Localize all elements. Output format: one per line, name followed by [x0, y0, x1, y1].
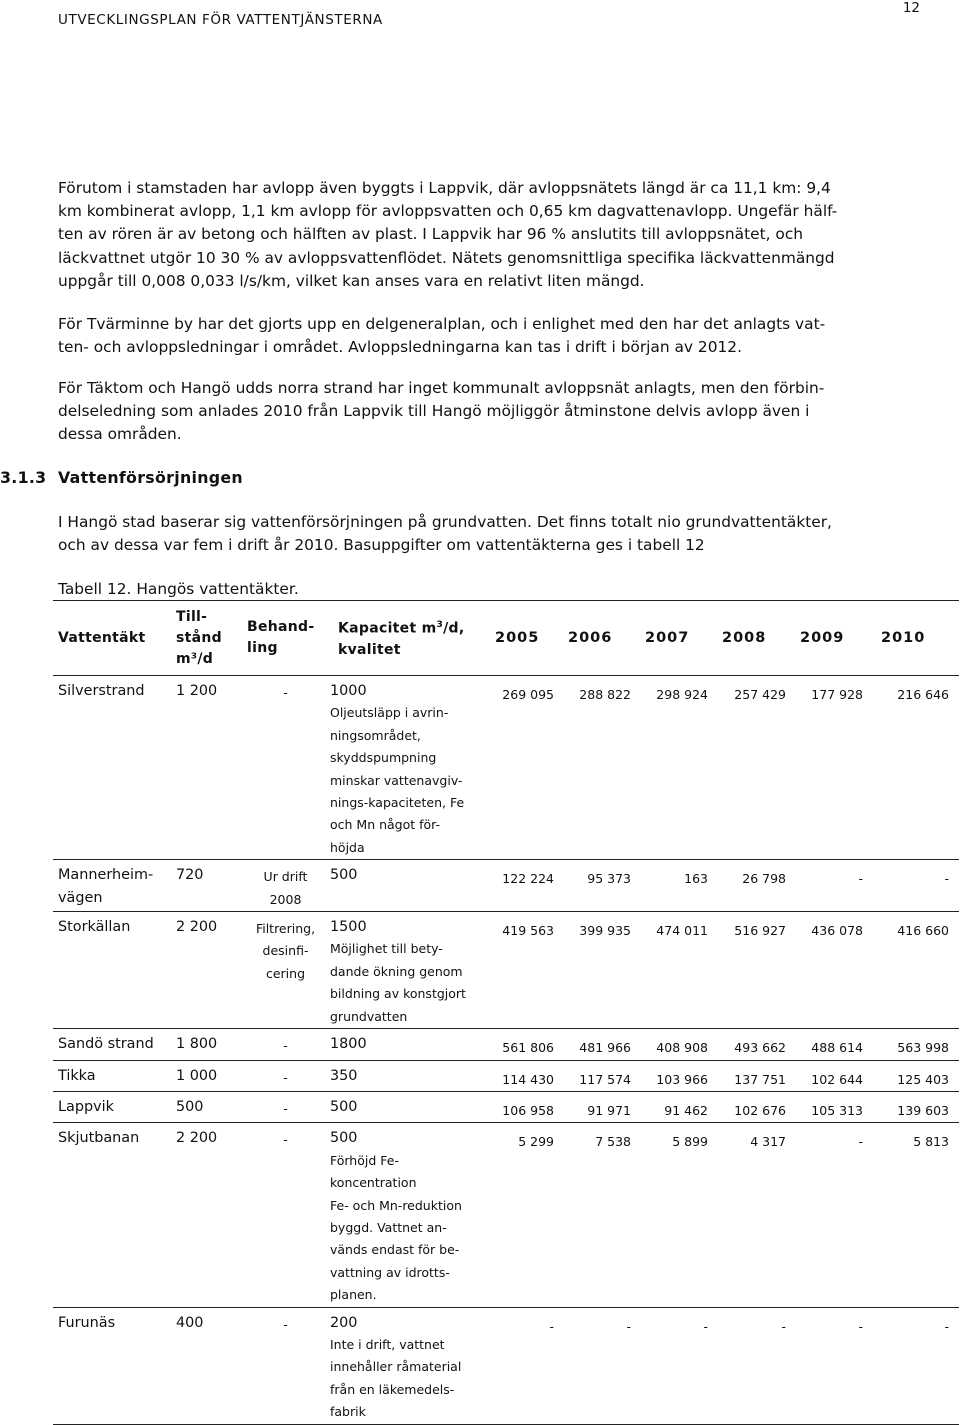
cell-year-value: 488 614: [796, 1029, 873, 1060]
cell-permit: 2 200: [176, 912, 241, 1029]
cell-treatment-line: Ur drift: [263, 869, 308, 885]
cell-year-value: 137 751: [718, 1060, 796, 1091]
cell-year-value: 4 317: [718, 1123, 796, 1307]
text-line: I Hangö stad baserar sig vattenförsörjningen på grundvatten. Det finns totalt nio grundvattentäkter,: [58, 513, 832, 531]
header-line: stånd: [176, 629, 222, 646]
text-line: delseledning som anlades 2010 från Lappvik till Hangö möjliggör åtminstone delvis avlopp även i: [58, 402, 810, 421]
cell-year-value: -: [873, 860, 959, 912]
quality-note-line: fabrik: [330, 1404, 366, 1420]
header-permit: [176, 601, 241, 676]
cell-treatment-line: -: [283, 1316, 288, 1332]
quality-note-line: dande ökning genom: [330, 963, 463, 979]
capacity-value: 1000: [330, 683, 367, 699]
text-line: dessa områden.: [58, 425, 182, 444]
cell-capacity: [330, 1029, 487, 1060]
cell-treatment-line: cering: [265, 965, 306, 981]
header-year: 2007: [641, 601, 718, 676]
table-row: [53, 1123, 959, 1307]
section-title: Vattenförsörjningen: [58, 468, 243, 487]
capacity-value: 500: [330, 1098, 358, 1115]
cell-capacity: [330, 1060, 487, 1091]
header-year: 2005: [487, 601, 564, 676]
header-year: 2009: [796, 601, 873, 676]
cell-source-name-line: Storkällan: [58, 919, 131, 936]
cell-year-value: 177 928: [796, 676, 873, 860]
cell-source-name-line: Tikka: [58, 1067, 96, 1084]
cell-treatment: [241, 1029, 330, 1060]
cell-year-value: -: [796, 1123, 873, 1307]
cell-year-value: 288 822: [564, 676, 641, 860]
cell-source-name: [53, 1091, 176, 1122]
cell-year-value: 298 924: [641, 676, 718, 860]
cell-treatment-line: -: [283, 1069, 288, 1085]
cell-year-value: 26 798: [718, 860, 796, 912]
cell-permit: 1 800: [176, 1029, 241, 1060]
paragraph-3: [58, 377, 918, 447]
header-capacity: [330, 601, 487, 676]
quality-note-line: höjda: [330, 839, 365, 855]
quality-note-line: Oljeutsläpp i avrin-: [330, 705, 449, 721]
cell-treatment: [241, 1307, 330, 1424]
table-row: [53, 676, 959, 860]
cell-year-value: -: [718, 1307, 796, 1424]
water-sources-table: [53, 600, 959, 1425]
cell-year-value: -: [796, 860, 873, 912]
cell-permit: 500: [176, 1091, 241, 1122]
quality-note-line: Fe- och Mn-reduktion: [330, 1197, 462, 1213]
cell-permit: 1 000: [176, 1060, 241, 1091]
text-line: uppgår till 0,008 0,033 l/s/km, vilket kan anses vara en relativt liten mängd.: [58, 271, 645, 290]
header-line: ling: [247, 640, 278, 656]
cell-year-value: 399 935: [564, 912, 641, 1029]
cell-year-value: 269 095: [487, 676, 564, 860]
table-caption: Tabell 12. Hangös vattentäkter.: [58, 580, 299, 598]
quality-note-line: vänds endast för be-: [330, 1242, 460, 1258]
cell-source-name: [53, 860, 176, 912]
quality-note-line: innehåller råmaterial: [330, 1359, 462, 1375]
cell-treatment-line: -: [283, 1100, 288, 1116]
cell-year-value: 436 078: [796, 912, 873, 1029]
cell-capacity: [330, 1307, 487, 1424]
table-row: [53, 1307, 959, 1424]
cell-permit: 2 200: [176, 1123, 241, 1307]
cell-capacity: [330, 1123, 487, 1307]
cell-source-name: [53, 1029, 176, 1060]
cell-year-value: 5 813: [873, 1123, 959, 1307]
cell-treatment: [241, 1123, 330, 1307]
quality-note-line: grundvatten: [330, 1008, 408, 1024]
cell-source-name: [53, 1307, 176, 1424]
cell-year-value: 408 908: [641, 1029, 718, 1060]
cell-year-value: 563 998: [873, 1029, 959, 1060]
paragraph-1: [58, 177, 918, 293]
cell-year-value: 163: [641, 860, 718, 912]
cell-year-value: 139 603: [873, 1091, 959, 1122]
section-heading: [0, 468, 243, 487]
cell-year-value: 122 224: [487, 860, 564, 912]
cell-year-value: -: [487, 1307, 564, 1424]
cell-source-name-line: vägen: [58, 889, 103, 906]
table-row: [53, 1029, 959, 1060]
cell-year-value: 102 676: [718, 1091, 796, 1122]
text-line: För Täktom och Hangö udds norra strand har inget kommunalt avloppsnät anlagts, men den förbin-: [58, 379, 825, 397]
cell-source-name-line: Skjutbanan: [58, 1130, 140, 1147]
cell-treatment-line: desinfi-: [262, 943, 309, 959]
text-line: För Tvärminne by har det gjorts upp en delgeneralplan, och i enlighet med den har det anlagts vat-: [58, 315, 826, 333]
cell-year-value: 416 660: [873, 912, 959, 1029]
header-line: m³/d: [176, 650, 214, 667]
cell-year-value: 103 966: [641, 1060, 718, 1091]
quality-note-line: Inte i drift, vattnet: [330, 1336, 445, 1352]
header-year: 2006: [564, 601, 641, 676]
section-paragraph: [58, 511, 918, 557]
running-header: UTVECKLINGSPLAN FÖR VATTENTJÄNSTERNA: [58, 12, 383, 28]
cell-permit: 720: [176, 860, 241, 912]
cell-treatment-line: 2008: [269, 891, 302, 907]
cell-year-value: 125 403: [873, 1060, 959, 1091]
text-line: km kombinerat avlopp, 1,1 km avlopp för avloppsvatten och 0,65 km dagvattenavlopp. Ungefär hälf-: [58, 202, 838, 221]
header-year: 2008: [718, 601, 796, 676]
cell-year-value: 257 429: [718, 676, 796, 860]
cell-treatment: [241, 1091, 330, 1122]
cell-capacity: [330, 676, 487, 860]
cell-year-value: 481 966: [564, 1029, 641, 1060]
cell-year-value: 95 373: [564, 860, 641, 912]
cell-source-name: [53, 1123, 176, 1307]
cell-year-value: 106 958: [487, 1091, 564, 1122]
cell-year-value: -: [641, 1307, 718, 1424]
cell-year-value: 7 538: [564, 1123, 641, 1307]
cell-source-name-line: Silverstrand: [58, 683, 145, 699]
text-line: Förutom i stamstaden har avlopp även byggts i Lappvik, där avloppsnätets längd är ca 11,1 km: 9,4: [58, 179, 831, 197]
section-number: 3.1.3: [0, 468, 47, 487]
capacity-value: 350: [330, 1067, 358, 1084]
cell-year-value: 105 313: [796, 1091, 873, 1122]
cell-year-value: 114 430: [487, 1060, 564, 1091]
cell-year-value: 419 563: [487, 912, 564, 1029]
quality-note-line: planen.: [330, 1287, 377, 1303]
capacity-value: 500: [330, 1130, 358, 1147]
header-source: Vattentäkt: [53, 601, 176, 676]
quality-note-line: koncentration: [330, 1175, 417, 1191]
cell-source-name-line: Sandö strand: [58, 1036, 154, 1053]
quality-note-line: och Mn något för-: [330, 817, 441, 833]
header-year: 2010: [873, 601, 959, 676]
text-line: och av dessa var fem i drift år 2010. Basuppgifter om vattentäkterna ges i tabell 12: [58, 536, 705, 555]
quality-note-line: bildning av konstgjort: [330, 986, 466, 1002]
capacity-value: 500: [330, 867, 358, 884]
cell-permit: 400: [176, 1307, 241, 1424]
header-line: Behand-: [247, 619, 315, 635]
cell-treatment: [241, 676, 330, 860]
quality-note-line: Förhöjd Fe-: [330, 1152, 399, 1168]
cell-treatment-line: -: [283, 685, 288, 700]
cell-year-value: 5 299: [487, 1123, 564, 1307]
cell-treatment: [241, 1060, 330, 1091]
capacity-value: 1800: [330, 1036, 367, 1053]
cell-year-value: 117 574: [564, 1060, 641, 1091]
cell-source-name: [53, 676, 176, 860]
cell-source-name-line: Mannerheim-: [58, 867, 154, 884]
page-number: 12: [902, 0, 920, 16]
cell-treatment: [241, 860, 330, 912]
cell-source-name: [53, 912, 176, 1029]
cell-treatment-line: -: [283, 1038, 288, 1054]
cell-permit: 1 200: [176, 676, 241, 860]
header-line: kvalitet: [338, 641, 401, 658]
quality-note-line: byggd. Vattnet an-: [330, 1219, 447, 1235]
cell-treatment: [241, 912, 330, 1029]
cell-year-value: 91 462: [641, 1091, 718, 1122]
cell-source-name-line: Furunäs: [58, 1314, 116, 1331]
header-line: Kapacitet $m^3/d$,: [338, 620, 465, 637]
paragraph-2: [58, 313, 918, 359]
cell-source-name-line: Lappvik: [58, 1098, 114, 1115]
cell-year-value: 216 646: [873, 676, 959, 860]
header-treatment: [241, 601, 330, 676]
cell-year-value: -: [564, 1307, 641, 1424]
table-header-row: [53, 601, 959, 676]
quality-note-line: nings-kapaciteten, Fe: [330, 795, 465, 811]
capacity-value: 200: [330, 1314, 358, 1331]
cell-capacity: [330, 1091, 487, 1122]
cell-year-value: 516 927: [718, 912, 796, 1029]
quality-note-line: minskar vattenavgiv-: [330, 772, 463, 788]
cell-year-value: 91 971: [564, 1091, 641, 1122]
cell-year-value: 102 644: [796, 1060, 873, 1091]
text-line: ten av rören är av betong och hälften av plast. I Lappvik har 96 % anslutits till avloppsnätet, och: [58, 225, 804, 244]
quality-note-line: ningsområdet,: [330, 727, 421, 743]
table-row: [53, 860, 959, 912]
quality-note-line: skyddspumpning: [330, 750, 437, 766]
quality-note-line: vattning av idrotts-: [330, 1264, 450, 1280]
cell-treatment-line: Filtrering,: [255, 921, 316, 937]
header-line: Till-: [176, 608, 208, 625]
cell-year-value: 493 662: [718, 1029, 796, 1060]
table-row: [53, 912, 959, 1029]
cell-year-value: -: [873, 1307, 959, 1424]
cell-treatment-line: -: [283, 1132, 288, 1148]
quality-note-line: från en läkemedels-: [330, 1381, 455, 1397]
cell-capacity: [330, 860, 487, 912]
text-line: läckvattnet utgör 10 30 % av avloppsvattenflödet. Nätets genomsnittliga specifika läckvattenmängd: [58, 248, 835, 267]
cell-capacity: [330, 912, 487, 1029]
cell-source-name: [53, 1060, 176, 1091]
cell-year-value: 561 806: [487, 1029, 564, 1060]
quality-note-line: Möjlighet till bety-: [330, 941, 443, 957]
cell-year-value: 5 899: [641, 1123, 718, 1307]
capacity-value: 1500: [330, 919, 367, 936]
table-row: [53, 1091, 959, 1122]
cell-year-value: 474 011: [641, 912, 718, 1029]
cell-year-value: -: [796, 1307, 873, 1424]
table-row: [53, 1060, 959, 1091]
text-line: ten- och avloppsledningar i området. Avloppsledningarna kan tas i drift i början av 2012.: [58, 338, 742, 357]
